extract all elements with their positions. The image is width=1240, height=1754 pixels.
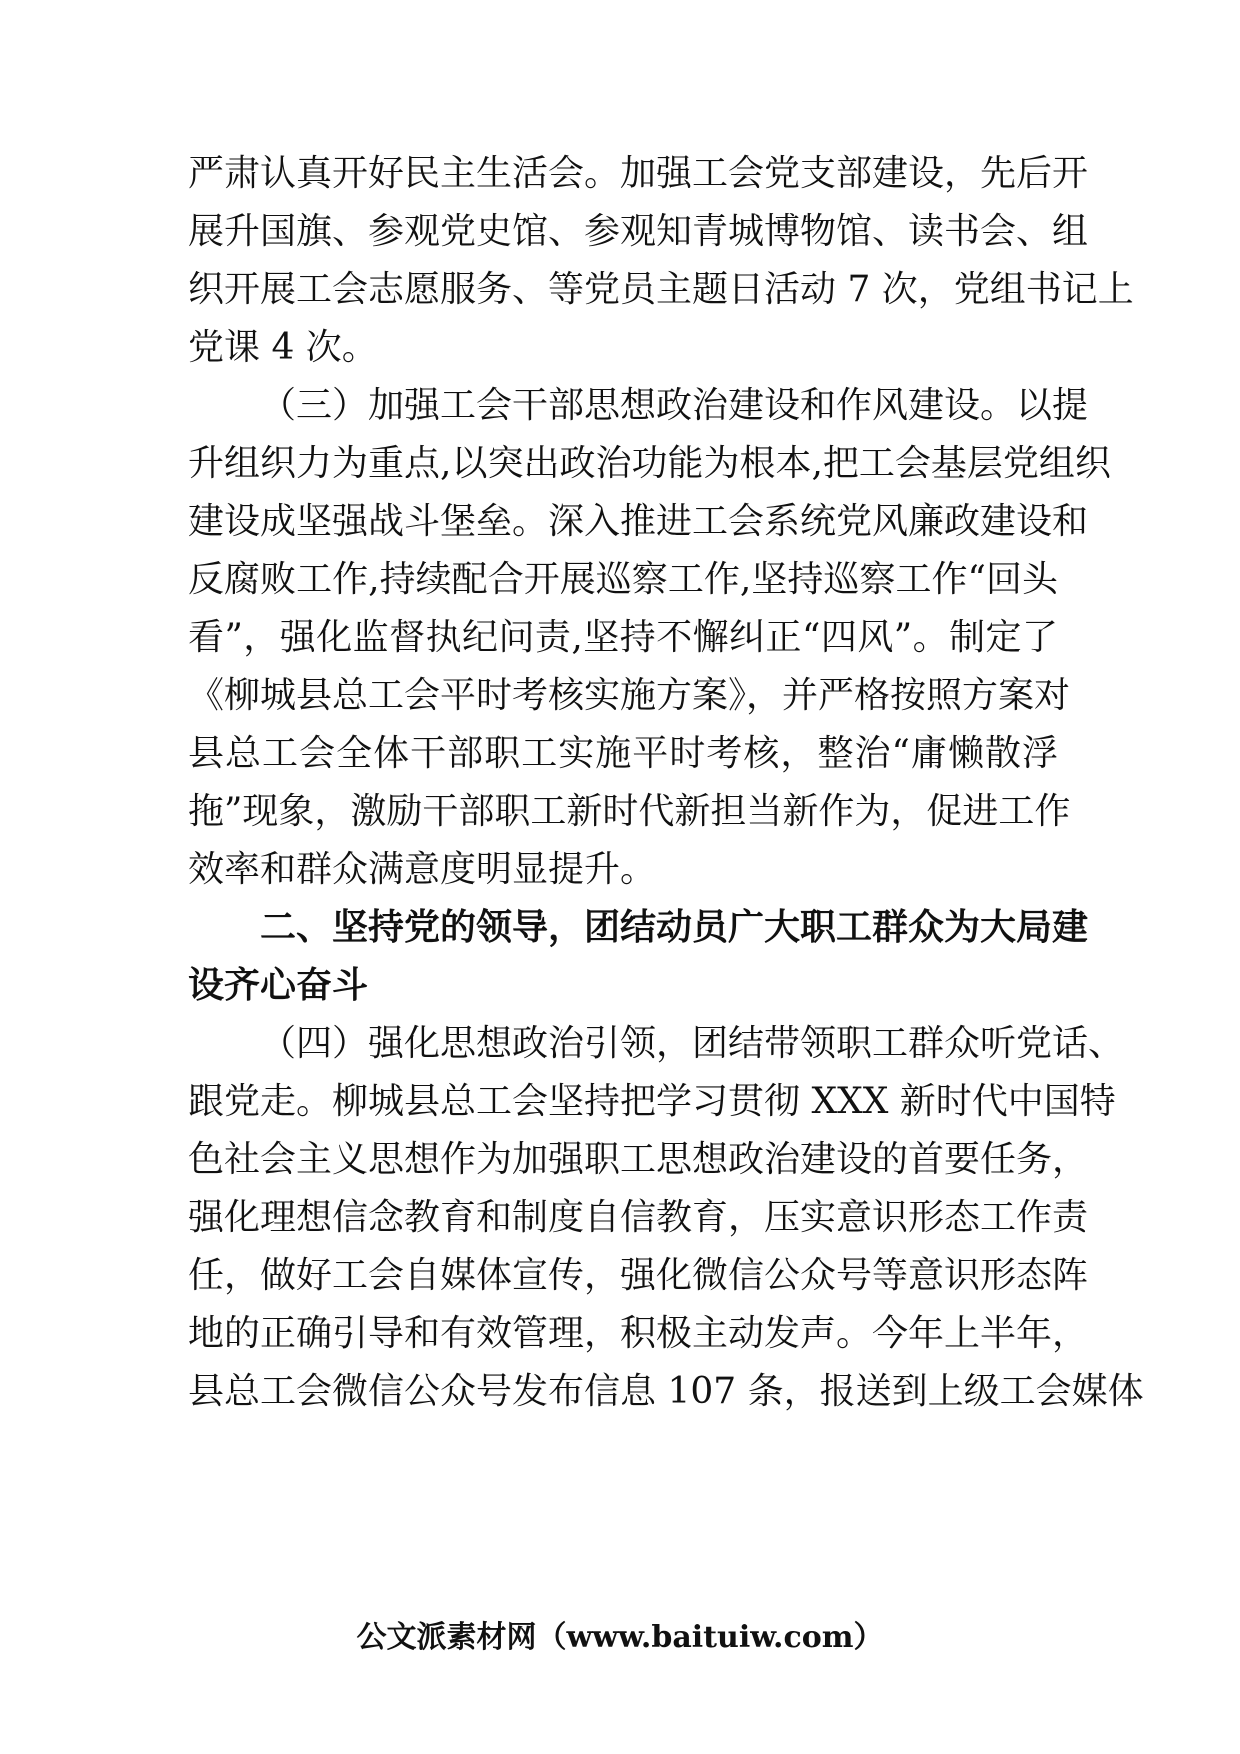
section-heading-3: （三）加强工会干部思想政治建设和作风建设。以提 <box>260 385 1089 426</box>
text-line: 拖”现象，激励干部职工新时代新担当新作为，促进工作 <box>188 791 1071 832</box>
text-line: 跟党走。柳城县总工会坚持把学习贯彻 XXX 新时代中国特 <box>188 1081 1116 1122</box>
text-line: 县总工会全体干部职工实施平时考核，整治“庸懒散浮 <box>188 733 1058 774</box>
text-line: 党课 4 次。 <box>188 327 378 368</box>
text-line: 织开展工会志愿服务、等党员主题日活动 7 次，党组书记上 <box>188 269 1134 310</box>
section-heading-4: （四）强化思想政治引领，团结带领职工群众听党话、 <box>260 1023 1125 1064</box>
chapter-heading-2-cont: 设齐心奋斗 <box>188 965 369 1006</box>
text-line: 色社会主义思想作为加强职工思想政治建设的首要任务， <box>188 1139 1089 1180</box>
text-line: 县总工会微信公众号发布信息 107 条，报送到上级工会媒体 <box>188 1371 1144 1412</box>
text-line: 地的正确引导和有效管理，积极主动发声。今年上半年， <box>188 1313 1089 1354</box>
text-line: 《柳城县总工会平时考核实施方案》，并严格按照方案对 <box>188 675 1071 716</box>
text-line: 效率和群众满意度明显提升。 <box>188 849 657 890</box>
text-line: 展升国旗、参观党史馆、参观知青城博物馆、读书会、组 <box>188 211 1089 252</box>
chapter-heading-2: 二、坚持党的领导，团结动员广大职工群众为大局建 <box>260 907 1089 948</box>
text-line: 建设成坚强战斗堡垒。深入推进工会系统党风廉政建设和 <box>188 501 1089 542</box>
text-line: 强化理想信念教育和制度自信教育，压实意识形态工作责 <box>188 1197 1089 1238</box>
text-line: 看”，强化监督执纪问责,坚持不懈纠正“四风”。制定了 <box>188 617 1058 658</box>
text-line: 严肃认真开好民主生活会。加强工会党支部建设，先后开 <box>188 153 1089 194</box>
footer-watermark-text: 公文派素材网（www.baituiw.com） <box>356 1620 884 1655</box>
text-line: 升组织力为重点,以突出政治功能为根本,把工会基层党组织 <box>188 443 1111 484</box>
text-line: 反腐败工作,持续配合开展巡察工作,坚持巡察工作“回头 <box>188 559 1058 600</box>
text-line: 任，做好工会自媒体宣传，强化微信公众号等意识形态阵 <box>188 1255 1089 1296</box>
